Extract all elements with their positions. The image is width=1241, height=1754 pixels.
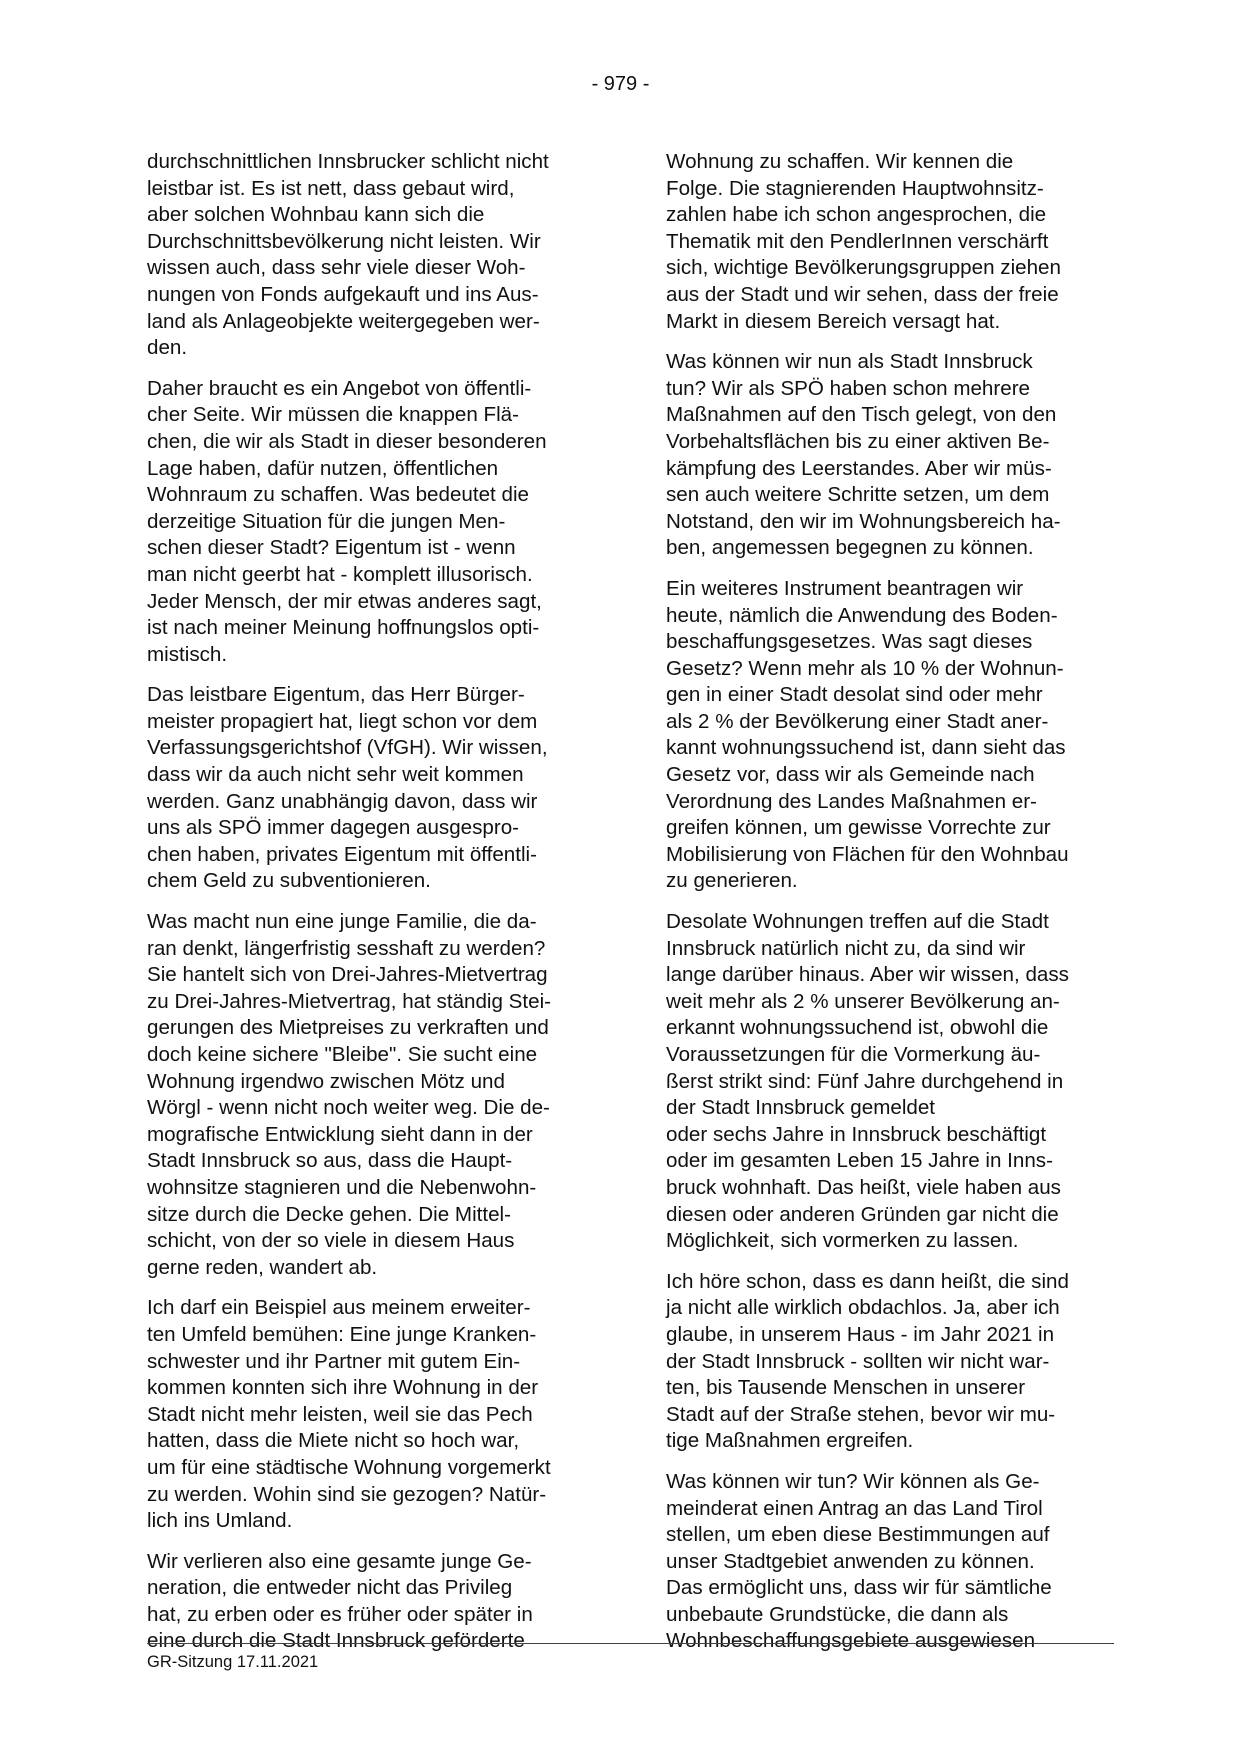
footer-divider xyxy=(147,1643,1114,1644)
paragraph xyxy=(147,376,594,669)
text-line: sen auch weitere Schritte setzen, um dem xyxy=(666,483,1050,507)
text-line: aber solchen Wohnbau kann sich die xyxy=(147,203,485,227)
left-column xyxy=(147,149,594,1669)
text-line: hatten, dass die Miete nicht so hoch war, xyxy=(147,1429,520,1453)
text-line: hat, zu erben oder es früher oder später in xyxy=(147,1602,533,1626)
text-line: der Stadt Innsbruck - sollten wir nicht war- xyxy=(666,1349,1050,1373)
text-line: Markt in diesem Bereich versagt hat. xyxy=(666,309,1001,333)
text-line: Wohnung irgendwo zwischen Mötz und xyxy=(147,1069,505,1093)
text-line: schicht, von der so viele in diesem Haus xyxy=(147,1229,515,1253)
text-line: Lage haben, dafür nutzen, öffentlichen xyxy=(147,456,499,480)
text-line: neration, die entweder nicht das Privileg xyxy=(147,1576,513,1600)
paragraph xyxy=(666,149,1113,335)
text-line: zahlen habe ich schon angesprochen, die xyxy=(666,203,1047,227)
text-line: land als Anlageobjekte weitergegeben wer- xyxy=(147,309,540,333)
text-line: gerungen des Mietpreises zu verkraften und xyxy=(147,1016,549,1040)
text-line: zu generieren. xyxy=(666,869,798,893)
text-line: oder sechs Jahre in Innsbruck beschäftigt xyxy=(666,1122,1047,1146)
text-line: als 2 % der Bevölkerung einer Stadt aner- xyxy=(666,709,1049,733)
text-line: Was macht nun eine junge Familie, die da- xyxy=(147,910,537,934)
text-line: leistbar ist. Es ist nett, dass gebaut wird, xyxy=(147,176,515,200)
text-line: ran denkt, längerfristig sesshaft zu werden? xyxy=(147,936,546,960)
text-line: Sie hantelt sich von Drei-Jahres-Mietvertrag xyxy=(147,963,548,987)
text-line: wissen auch, dass sehr viele dieser Woh- xyxy=(147,256,526,280)
paragraph xyxy=(147,1295,594,1534)
text-line: Wohnbeschaffungsgebiete ausgewiesen xyxy=(666,1629,1036,1653)
text-line: doch keine sichere "Bleibe". Sie sucht eine xyxy=(147,1043,538,1066)
text-line: der Stadt Innsbruck gemeldet xyxy=(666,1096,936,1120)
text-line: Durchschnittsbevölkerung nicht leisten. Wir xyxy=(147,229,541,253)
text-line: Stadt nicht mehr leisten, weil sie das Pech xyxy=(147,1402,533,1426)
text-line: ja nicht alle wirklich obdachlos. Ja, aber ich xyxy=(666,1296,1060,1320)
text-line: lange darüber hinaus. Aber wir wissen, dass xyxy=(666,963,1069,987)
text-line: den. xyxy=(147,336,188,360)
paragraph xyxy=(666,1269,1113,1455)
text-line: tun? Wir als SPÖ haben schon mehrere xyxy=(666,376,1031,400)
text-line: zu Drei-Jahres-Mietvertrag, hat ständig Stei- xyxy=(147,989,552,1013)
text-line: uns als SPÖ immer dagegen ausgespro- xyxy=(147,816,520,840)
text-line: diesen oder anderen Gründen gar nicht die xyxy=(666,1202,1059,1226)
text-line: Was können wir tun? Wir können als Ge- xyxy=(666,1469,1040,1493)
text-line: Verfassungsgerichtshof (VfGH). Wir wissen, xyxy=(147,736,548,760)
text-line: Notstand, den wir im Wohnungsbereich ha- xyxy=(666,509,1061,533)
text-line: Gesetz? Wenn mehr als 10 % der Wohnun- xyxy=(666,656,1064,680)
text-line: greifen können, um gewisse Vorrechte zur xyxy=(666,816,1051,840)
text-line: werden. Ganz unabhängig davon, dass wir xyxy=(147,789,538,813)
text-line: kommen konnten sich ihre Wohnung in der xyxy=(147,1376,539,1400)
text-line: man nicht geerbt hat - komplett illusorisch. xyxy=(147,562,533,586)
text-line: Möglichkeit, sich vormerken zu lassen. xyxy=(666,1229,1019,1253)
text-line: Ich darf ein Beispiel aus meinem erweiter- xyxy=(147,1296,531,1320)
text-line: Thematik mit den PendlerInnen verschärft xyxy=(666,229,1049,253)
text-line: aus der Stadt und wir sehen, dass der freie xyxy=(666,282,1059,306)
text-line: ßerst strikt sind: Fünf Jahre durchgehend in xyxy=(666,1069,1064,1093)
text-line: gen in einer Stadt desolat sind oder mehr xyxy=(666,683,1043,707)
text-line: ist nach meiner Meinung hoffnungslos opti- xyxy=(147,616,540,640)
footer-session-date: GR-Sitzung 17.11.2021 xyxy=(147,1653,319,1671)
text-line: oder im gesamten Leben 15 Jahre in Inns- xyxy=(666,1149,1053,1173)
text-line: dass wir da auch nicht sehr weit kommen xyxy=(147,763,524,787)
text-line: Voraussetzungen für die Vormerkung äu- xyxy=(666,1043,1041,1066)
right-column xyxy=(666,149,1113,1669)
text-line: erkannt wohnungssuchend ist, obwohl die xyxy=(666,1016,1049,1040)
text-line: Gesetz vor, dass wir als Gemeinde nach xyxy=(666,763,1035,787)
text-line: Wohnung zu schaffen. Wir kennen die xyxy=(666,150,1014,173)
paragraph xyxy=(147,1549,594,1655)
text-line: Was können wir nun als Stadt Innsbruck xyxy=(666,350,1033,374)
text-line: Wörgl - wenn nicht noch weiter weg. Die de- xyxy=(147,1096,550,1120)
text-line: Folge. Die stagnierenden Hauptwohnsitz- xyxy=(666,176,1044,200)
paragraph xyxy=(666,1469,1113,1655)
text-line: beschaffungsgesetzes. Was sagt dieses xyxy=(666,630,1033,654)
text-line: wohnsitze stagnieren und die Nebenwohn- xyxy=(147,1175,537,1199)
paragraph xyxy=(147,909,594,1281)
text-line: Desolate Wohnungen treffen auf die Stadt xyxy=(666,910,1049,934)
text-line: Ein weiteres Instrument beantragen wir xyxy=(666,576,1024,600)
text-line: sich, wichtige Bevölkerungsgruppen ziehen xyxy=(666,256,1061,280)
text-line: kannt wohnungssuchend ist, dann sieht das xyxy=(666,736,1066,760)
text-line: unbebaute Grundstücke, die dann als xyxy=(666,1602,1009,1626)
text-line: chem Geld zu subventionieren. xyxy=(147,869,431,893)
text-line: heute, nämlich die Anwendung des Boden- xyxy=(666,603,1058,627)
text-line: kämpfung des Leerstandes. Aber wir müs- xyxy=(666,456,1052,480)
text-line: glaube, in unserem Haus - im Jahr 2021 in xyxy=(666,1322,1055,1346)
text-line: Stadt Innsbruck so aus, dass die Haupt- xyxy=(147,1149,513,1173)
text-line: schwester und ihr Partner mit gutem Ein- xyxy=(147,1349,521,1373)
text-line: chen haben, privates Eigentum mit öffentli- xyxy=(147,842,537,866)
text-line: tige Maßnahmen ergreifen. xyxy=(666,1429,914,1453)
text-line: durchschnittlichen Innsbrucker schlicht nicht xyxy=(147,150,549,173)
text-line: zu werden. Wohin sind sie gezogen? Natür- xyxy=(147,1482,547,1506)
text-line: eine durch die Stadt Innsbruck geförderte xyxy=(147,1629,525,1653)
text-line: Wohnraum zu schaffen. Was bedeutet die xyxy=(147,483,529,507)
text-line: derzeitige Situation für die jungen Men- xyxy=(147,509,506,533)
text-line: sitze durch die Decke gehen. Die Mittel- xyxy=(147,1202,511,1226)
text-line: stellen, um eben diese Bestimmungen auf xyxy=(666,1523,1050,1547)
paragraph xyxy=(147,682,594,895)
text-line: Das leistbare Eigentum, das Herr Bürger- xyxy=(147,683,525,707)
text-line: gerne reden, wandert ab. xyxy=(147,1255,378,1279)
text-line: mografische Entwicklung sieht dann in der xyxy=(147,1122,533,1146)
text-line: Das ermöglicht uns, dass wir für sämtliche xyxy=(666,1576,1052,1600)
text-line: weit mehr als 2 % unserer Bevölkerung an- xyxy=(666,989,1060,1013)
text-line: Innsbruck natürlich nicht zu, da sind wir xyxy=(666,936,1026,960)
text-line: ten Umfeld bemühen: Eine junge Kranken- xyxy=(147,1322,537,1346)
text-line: Jeder Mensch, der mir etwas anderes sagt, xyxy=(147,589,542,613)
text-line: meinderat einen Antrag an das Land Tirol xyxy=(666,1496,1043,1520)
text-line: Maßnahmen auf den Tisch gelegt, von den xyxy=(666,403,1057,427)
text-line: Wir verlieren also eine gesamte junge Ge- xyxy=(147,1549,532,1573)
text-line: meister propagiert hat, liegt schon vor dem xyxy=(147,709,538,733)
text-line: Mobilisierung von Flächen für den Wohnbau xyxy=(666,842,1069,866)
paragraph xyxy=(666,576,1113,895)
paragraph xyxy=(147,149,594,362)
text-line: ten, bis Tausende Menschen in unserer xyxy=(666,1376,1026,1400)
text-line: Daher braucht es ein Angebot von öffentli- xyxy=(147,376,532,400)
text-line: unser Stadtgebiet anwenden zu können. xyxy=(666,1549,1035,1573)
text-line: cher Seite. Wir müssen die knappen Flä- xyxy=(147,403,519,427)
text-line: bruck wohnhaft. Das heißt, viele haben aus xyxy=(666,1175,1061,1199)
paragraph xyxy=(666,909,1113,1255)
text-line: lich ins Umland. xyxy=(147,1509,293,1533)
page-number: - 979 - xyxy=(591,73,650,95)
text-line: nungen von Fonds aufgekauft und ins Aus- xyxy=(147,282,539,306)
text-line: Vorbehaltsflächen bis zu einer aktiven Be- xyxy=(666,429,1050,453)
paragraph xyxy=(666,349,1113,562)
text-line: Ich höre schon, dass es dann heißt, die sind xyxy=(666,1269,1069,1293)
text-line: ben, angemessen begegnen zu können. xyxy=(666,536,1034,560)
text-line: schen dieser Stadt? Eigentum ist - wenn xyxy=(147,536,516,560)
text-line: Stadt auf der Straße stehen, bevor wir mu- xyxy=(666,1402,1056,1426)
text-line: mistisch. xyxy=(147,642,228,666)
text-line: um für eine städtische Wohnung vorgemerkt xyxy=(147,1455,551,1479)
text-line: Verordnung des Landes Maßnahmen er- xyxy=(666,789,1037,813)
text-line: chen, die wir als Stadt in dieser besonderen xyxy=(147,429,547,453)
